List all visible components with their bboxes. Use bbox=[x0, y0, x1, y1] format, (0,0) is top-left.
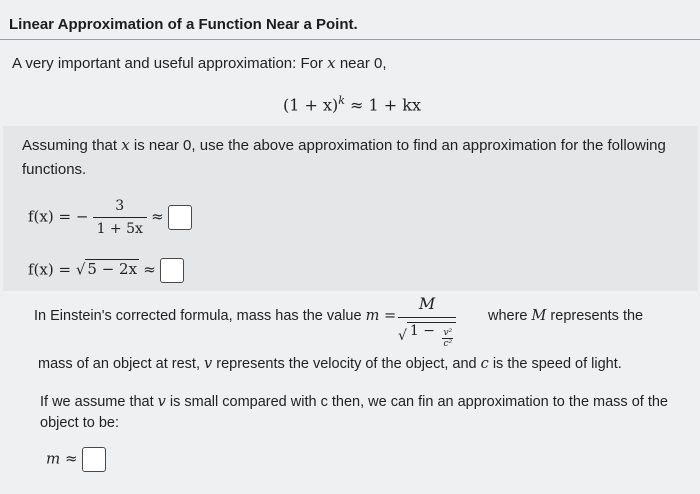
question-m: m ≈ bbox=[46, 447, 106, 472]
einstein-text: In Einstein's corrected formula, mass has the value m = bbox=[34, 308, 397, 324]
einstein-text-tail: where M represents the bbox=[488, 308, 644, 324]
page-title: Linear Approximation of a Function Near a Point. bbox=[9, 16, 358, 33]
intro-text: A very important and useful approximation: For x near 0, bbox=[12, 54, 387, 72]
answer-input-m[interactable] bbox=[82, 447, 106, 472]
answer-input-f2[interactable] bbox=[160, 258, 184, 283]
answer-input-f1[interactable] bbox=[168, 205, 192, 230]
main-formula: $(1 + x)^k \approx 1$ + kx bbox=[283, 94, 421, 115]
mass-description: mass of an object at rest, v represents the velocity of the object, and c is the speed of light. bbox=[38, 356, 622, 372]
mass-approx-instruction: If we assume that v is small compared with c then, we can fin an approximation to the mass of the object to be: bbox=[40, 394, 668, 431]
instructions-text: Assuming that x is near 0, use the above approximation to find an approximation for the following functions. bbox=[22, 136, 666, 178]
title-divider bbox=[0, 39, 700, 40]
einstein-formula: M √ 1 − $\frac{\text{v²}}{\text{c²}}$ bbox=[398, 294, 456, 349]
fraction: $\frac{3}{1 + 5x}$ bbox=[93, 198, 147, 237]
question-f2: f(x) = √ 5 − 2x ≈ bbox=[28, 258, 184, 283]
question-f1: f(x) = − $\frac{3}{1 + 5x}$ ≈ bbox=[28, 198, 192, 244]
